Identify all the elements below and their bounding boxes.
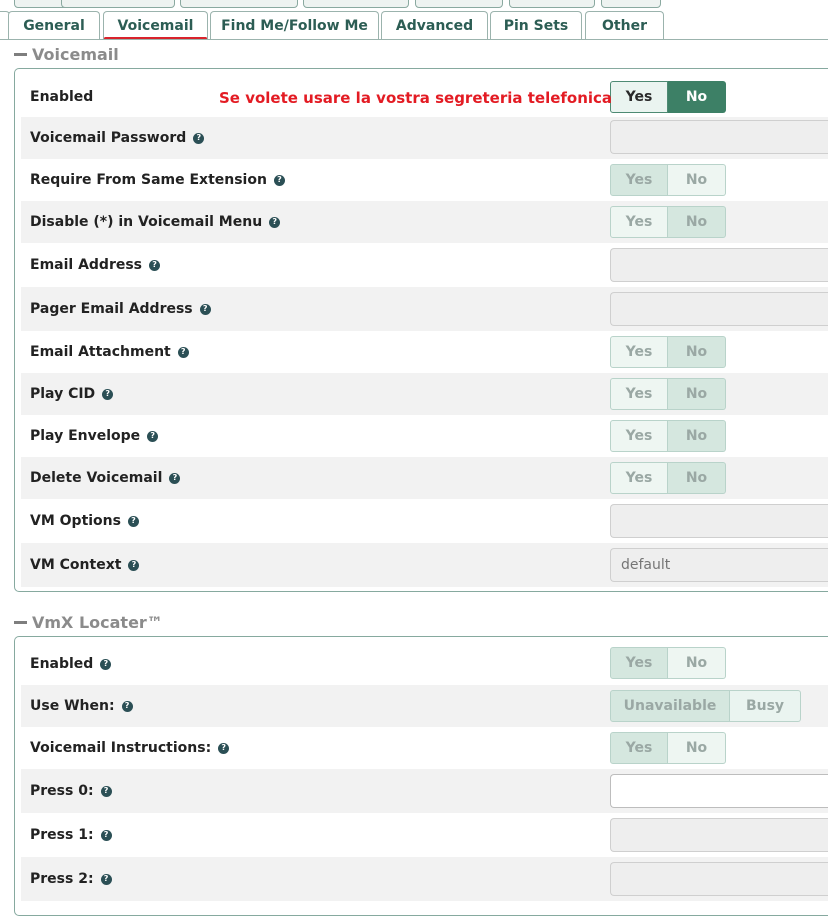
row-vmx-enabled [21, 643, 828, 685]
field-label: Press 1: ? [30, 813, 112, 857]
field-label: Press 0: ? [30, 769, 112, 813]
field-label: Email Address ? [30, 243, 160, 287]
tab-label: Find Me/Follow Me [221, 17, 368, 34]
help-icon[interactable]: ? [149, 260, 160, 271]
help-icon[interactable]: ? [101, 786, 112, 797]
busy-option[interactable]: Busy [730, 690, 801, 722]
section-title: Voicemail [32, 44, 119, 64]
vmx-section-header[interactable] [14, 612, 163, 632]
cutoff-tab[interactable] [415, 0, 503, 8]
field-label: Email Attachment ? [30, 331, 189, 373]
section-title: VmX Locater™ [32, 612, 163, 632]
press-0-input[interactable] [610, 774, 828, 808]
no-option[interactable]: No [668, 336, 726, 368]
help-icon[interactable]: ? [193, 133, 204, 144]
cutoff-tab[interactable] [509, 0, 595, 8]
help-icon[interactable]: ? [169, 473, 180, 484]
voicemail-panel [14, 68, 828, 592]
help-icon[interactable]: ? [178, 347, 189, 358]
tab-pin-sets[interactable] [490, 11, 582, 39]
tab-label: General [23, 17, 85, 34]
minus-icon [14, 53, 27, 56]
email-attachment-toggle[interactable] [610, 336, 726, 368]
field-label: Disable (*) in Voicemail Menu ? [30, 201, 280, 243]
no-option[interactable]: No [668, 647, 726, 679]
help-icon[interactable]: ? [101, 830, 112, 841]
cutoff-tab[interactable] [601, 0, 661, 8]
row-press-1 [21, 813, 828, 857]
field-label: Voicemail Instructions: ? [30, 727, 229, 769]
field-label: Delete Voicemail ? [30, 457, 180, 499]
row-press-0 [21, 769, 828, 813]
help-icon[interactable]: ? [274, 175, 285, 186]
vm-options-input[interactable] [610, 504, 828, 538]
row-disable-star [21, 201, 828, 243]
tab-other[interactable] [585, 11, 664, 39]
help-icon[interactable]: ? [122, 701, 133, 712]
yes-option[interactable]: Yes [610, 336, 668, 368]
row-email-address [21, 243, 828, 287]
disable-star-toggle[interactable] [610, 206, 726, 238]
tab-voicemail[interactable] [103, 11, 208, 39]
yes-option[interactable]: Yes [610, 647, 668, 679]
cutoff-tab[interactable] [61, 0, 175, 8]
yes-option[interactable]: Yes [610, 462, 668, 494]
vmx-panel [14, 636, 828, 916]
cutoff-tab[interactable] [180, 0, 298, 8]
yes-option[interactable]: Yes [610, 378, 668, 410]
vm-context-input[interactable] [610, 548, 828, 582]
yes-option[interactable]: Yes [610, 732, 668, 764]
tab-general[interactable] [8, 11, 100, 39]
row-press-2 [21, 857, 828, 901]
no-option[interactable]: No [668, 462, 726, 494]
no-option[interactable]: No [668, 420, 726, 452]
field-label: VM Context ? [30, 543, 139, 587]
help-icon[interactable]: ? [128, 516, 139, 527]
unavailable-option[interactable]: Unavailable [610, 690, 730, 722]
help-icon[interactable]: ? [200, 304, 211, 315]
no-option[interactable]: No [668, 378, 726, 410]
voicemail-section-header[interactable] [14, 44, 119, 64]
tab-label: Pin Sets [503, 17, 569, 34]
use-when-toggle[interactable] [610, 690, 801, 722]
field-label: Press 2: ? [30, 857, 112, 901]
field-label: Play Envelope ? [30, 415, 158, 457]
cutoff-tab[interactable] [303, 0, 409, 8]
field-label: Pager Email Address ? [30, 287, 211, 331]
enabled-toggle[interactable] [610, 81, 726, 113]
row-play-cid [21, 373, 828, 415]
row-use-when [21, 685, 828, 727]
row-delete-voicemail [21, 457, 828, 499]
annotation-text: Se volete usare la vostra segreteria telefonica [219, 89, 613, 107]
yes-option[interactable]: Yes [610, 164, 668, 196]
no-option[interactable]: No [668, 164, 726, 196]
yes-option[interactable]: Yes [610, 420, 668, 452]
tab-find-me-follow-me[interactable] [210, 11, 379, 39]
row-pager-email [21, 287, 828, 331]
help-icon[interactable]: ? [128, 560, 139, 571]
require-same-extension-toggle[interactable] [610, 164, 726, 196]
field-label: Require From Same Extension ? [30, 159, 285, 201]
play-cid-toggle[interactable] [610, 378, 726, 410]
help-icon[interactable]: ? [100, 659, 111, 670]
row-voicemail-instructions [21, 727, 828, 769]
no-option[interactable]: No [668, 81, 726, 113]
field-label: Use When: ? [30, 685, 133, 727]
minus-icon [14, 621, 27, 624]
row-voicemail-password [21, 117, 828, 159]
pager-email-input[interactable] [610, 292, 828, 326]
row-require-same-extension [21, 159, 828, 201]
no-option[interactable]: No [668, 206, 726, 238]
help-icon[interactable]: ? [101, 874, 112, 885]
tabs-baseline [0, 39, 828, 40]
row-play-envelope [21, 415, 828, 457]
help-icon[interactable]: ? [269, 217, 280, 228]
field-label: Enabled [30, 89, 94, 105]
help-icon[interactable]: ? [218, 743, 229, 754]
tab-label: Other [602, 17, 647, 34]
vmx-enabled-toggle[interactable] [610, 647, 726, 679]
tab-label: Voicemail [117, 17, 194, 34]
voicemail-password-input[interactable] [610, 120, 828, 154]
press-2-input[interactable] [610, 862, 828, 896]
help-icon[interactable]: ? [102, 389, 113, 400]
play-envelope-toggle[interactable] [610, 420, 726, 452]
field-label: Play CID ? [30, 373, 113, 415]
no-option[interactable]: No [668, 732, 726, 764]
press-1-input[interactable] [610, 818, 828, 852]
field-label: Voicemail Password ? [30, 117, 204, 159]
help-icon[interactable]: ? [147, 431, 158, 442]
delete-voicemail-toggle[interactable] [610, 462, 726, 494]
email-address-input[interactable] [610, 248, 828, 282]
yes-option[interactable]: Yes [610, 81, 668, 113]
row-email-attachment [21, 331, 828, 373]
yes-option[interactable]: Yes [610, 206, 668, 238]
voicemail-instructions-toggle[interactable] [610, 732, 726, 764]
tab-label: Advanced [395, 17, 474, 34]
field-label: VM Options ? [30, 499, 139, 543]
row-vm-context [21, 543, 828, 587]
tab-advanced[interactable] [381, 11, 488, 39]
row-vm-options [21, 499, 828, 543]
top-tab-row-cutoff [0, 0, 828, 8]
field-label: Enabled ? [30, 643, 111, 685]
